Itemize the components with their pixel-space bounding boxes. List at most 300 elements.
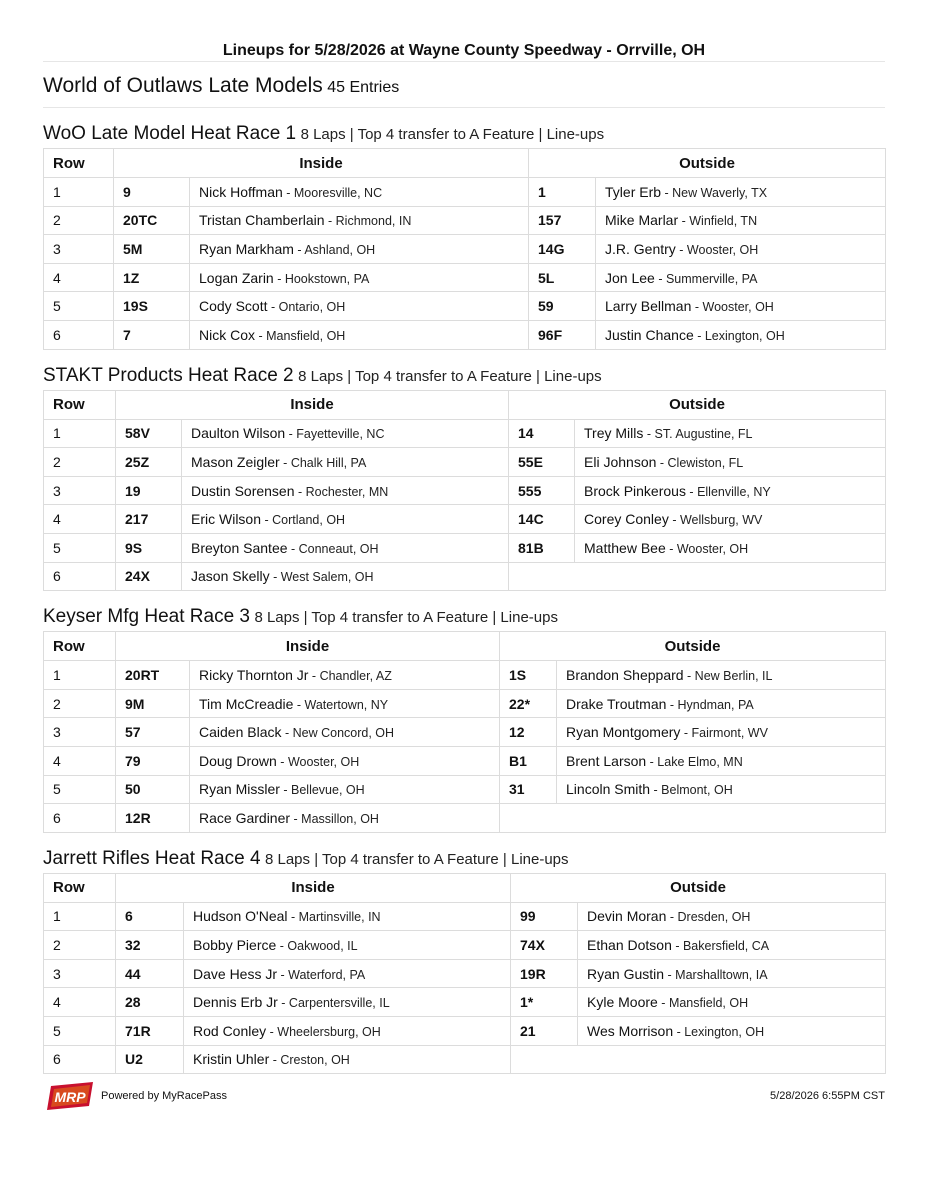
driver-name[interactable]: Brock Pinkerous: [584, 482, 686, 499]
driver-hometown: Bellevue, OH: [291, 783, 365, 798]
hometown-separator: -: [673, 1024, 685, 1039]
in-car-number: 58V: [116, 419, 182, 448]
in-driver: [184, 931, 511, 960]
hometown-separator: -: [267, 300, 279, 315]
out-driver: [596, 263, 886, 292]
out-car-number: 55E: [509, 448, 575, 477]
out-car-number: B1: [500, 746, 557, 775]
row-number: 2: [44, 206, 114, 235]
table-row: [44, 689, 886, 718]
driver-hometown: Chalk Hill, PA: [290, 455, 367, 470]
in-car-number: 9: [114, 178, 190, 207]
row-number: 4: [44, 988, 116, 1017]
in-driver: [182, 562, 509, 591]
lineup-table: [43, 390, 886, 592]
table-row: [44, 902, 886, 931]
hometown-separator: -: [668, 513, 680, 528]
hometown-separator: -: [269, 1053, 281, 1068]
table-row: [44, 562, 886, 591]
driver-name[interactable]: Brent Larson: [566, 752, 647, 769]
hometown-separator: -: [678, 214, 690, 229]
out-car-number: 14: [509, 419, 575, 448]
driver-hometown: Ontario, OH: [278, 300, 346, 315]
lineup-page: [43, 0, 885, 1074]
row-number: 1: [44, 178, 114, 207]
series-name: World of Outlaws Late Models: [43, 74, 323, 97]
myracepass-logo[interactable]: [45, 1082, 95, 1110]
driver-hometown: Martinsville, IN: [298, 910, 381, 925]
hometown-separator: -: [643, 427, 655, 442]
driver-hometown: Fairmont, WV: [691, 726, 768, 741]
hometown-separator: -: [654, 271, 666, 286]
in-driver: [190, 689, 500, 718]
hometown-separator: -: [691, 300, 703, 315]
in-driver: [184, 1017, 511, 1046]
out-car-number: 21: [511, 1017, 578, 1046]
in-driver: [182, 476, 509, 505]
driver-hometown: Fayetteville, NC: [296, 427, 385, 442]
out-car-number: 1S: [500, 661, 557, 690]
in-car-number: U2: [116, 1045, 184, 1074]
driver-name[interactable]: Ryan Markham: [199, 240, 294, 257]
driver-name[interactable]: Dave Hess Jr: [193, 965, 278, 982]
in-driver: [190, 320, 529, 349]
hometown-separator: -: [276, 939, 288, 954]
hometown-separator: -: [666, 697, 678, 712]
driver-hometown: Oakwood, IL: [287, 939, 358, 954]
driver-name[interactable]: Ethan Dotson: [587, 937, 672, 954]
table-row: [44, 804, 886, 833]
hometown-separator: -: [281, 726, 293, 741]
driver-name[interactable]: Kristin Uhler: [193, 1051, 270, 1068]
hometown-separator: -: [287, 910, 299, 925]
driver-name[interactable]: Ryan Missler: [199, 781, 280, 798]
out-driver: [596, 320, 886, 349]
column-header-inside: Inside: [116, 873, 511, 902]
in-driver: [190, 206, 529, 235]
lineup-table: [43, 631, 886, 833]
hometown-separator: -: [657, 996, 669, 1011]
driver-hometown: Mansfield, OH: [266, 328, 346, 343]
table-row: [44, 1017, 886, 1046]
driver-hometown: Mooresville, NC: [293, 185, 383, 200]
out-car-number: 96F: [529, 320, 596, 349]
driver-hometown: ST. Augustine, FL: [654, 427, 753, 442]
in-driver: [182, 533, 509, 562]
in-car-number: 12R: [116, 804, 190, 833]
out-car-number: 14C: [509, 505, 575, 534]
table-row: [44, 746, 886, 775]
driver-name[interactable]: Trey Mills: [584, 425, 644, 442]
table-row: [44, 988, 886, 1017]
driver-hometown: Richmond, IN: [335, 214, 412, 229]
row-number: 2: [44, 931, 116, 960]
driver-name[interactable]: Brandon Sheppard: [566, 666, 684, 683]
driver-name[interactable]: Ricky Thornton Jr: [199, 666, 309, 683]
hometown-separator: -: [675, 242, 687, 257]
heat-info: 8 Laps | Top 4 transfer to A Feature | Line-ups: [264, 850, 569, 868]
out-driver: [578, 988, 886, 1017]
row-number: 1: [44, 661, 116, 690]
hometown-separator: -: [665, 541, 677, 556]
driver-hometown: Wooster, OH: [287, 754, 360, 769]
hometown-separator: -: [293, 242, 305, 257]
in-car-number: 24X: [116, 562, 182, 591]
table-row: [44, 661, 886, 690]
column-header-outside: Outside: [509, 390, 886, 419]
driver-hometown: Wooster, OH: [676, 541, 749, 556]
heat-race-3: [43, 591, 885, 833]
in-car-number: 6: [116, 902, 184, 931]
row-number: 1: [44, 419, 116, 448]
heat-name: Jarrett Rifles Heat Race 4: [43, 847, 261, 869]
hometown-separator: -: [685, 484, 698, 499]
in-car-number: 25Z: [116, 448, 182, 477]
driver-hometown: Summerville, PA: [665, 271, 758, 286]
in-driver: [190, 746, 500, 775]
row-number: 3: [44, 235, 114, 264]
in-driver: [184, 902, 511, 931]
in-driver: [190, 263, 529, 292]
series-title: [43, 62, 885, 108]
table-row: [44, 505, 886, 534]
column-header-outside: Outside: [500, 632, 886, 661]
driver-name[interactable]: Ryan Montgomery: [566, 724, 681, 741]
powered-by-link[interactable]: Powered by MyRacePass: [101, 1090, 227, 1102]
driver-name[interactable]: Nick Hoffman: [199, 183, 283, 200]
hometown-separator: -: [680, 726, 692, 741]
driver-name[interactable]: Larry Bellman: [605, 298, 692, 315]
in-car-number: 7: [114, 320, 190, 349]
heat-title: [43, 591, 885, 631]
driver-hometown: Belmont, OH: [661, 783, 733, 798]
driver-hometown: Mansfield, OH: [668, 996, 749, 1011]
row-number: 4: [44, 746, 116, 775]
in-driver: [190, 235, 529, 264]
out-driver: [578, 959, 886, 988]
out-car-number: 555: [509, 476, 575, 505]
driver-name[interactable]: Kyle Moore: [587, 994, 658, 1011]
out-car-number: 1: [529, 178, 596, 207]
out-empty-slot: [500, 804, 886, 833]
table-header: [44, 632, 886, 661]
in-driver: [190, 718, 500, 747]
hometown-separator: -: [671, 939, 683, 954]
hometown-separator: -: [273, 271, 285, 286]
driver-hometown: Watertown, NY: [304, 697, 389, 712]
out-car-number: 5L: [529, 263, 596, 292]
driver-hometown: Marshalltown, IA: [675, 967, 768, 982]
driver-hometown: Bakersfield, CA: [682, 939, 770, 954]
column-header-row: Row: [44, 390, 116, 419]
column-header-outside: Outside: [529, 149, 886, 178]
heat-info: 8 Laps | Top 4 transfer to A Feature | Line-ups: [300, 126, 605, 143]
heat-name: Keyser Mfg Heat Race 3: [43, 606, 250, 628]
table-row: [44, 206, 886, 235]
hometown-separator: -: [277, 996, 289, 1011]
driver-hometown: Wooster, OH: [686, 242, 759, 257]
heat-name: WoO Late Model Heat Race 1: [43, 123, 297, 144]
hometown-separator: -: [308, 668, 320, 683]
driver-name[interactable]: Logan Zarin: [199, 269, 274, 286]
hometown-separator: -: [277, 967, 289, 982]
in-car-number: 32: [116, 931, 184, 960]
heat-info: 8 Laps | Top 4 transfer to A Feature | Line-ups: [254, 609, 558, 627]
row-number: 1: [44, 902, 116, 931]
hometown-separator: -: [664, 967, 676, 982]
driver-name[interactable]: Mike Marlar: [605, 212, 679, 229]
in-car-number: 5M: [114, 235, 190, 264]
driver-name[interactable]: Ryan Gustin: [587, 965, 665, 982]
driver-name[interactable]: Race Gardiner: [199, 809, 291, 826]
hometown-separator: -: [293, 697, 305, 712]
table-row: [44, 178, 886, 207]
out-driver: [578, 902, 886, 931]
row-number: 3: [44, 718, 116, 747]
heat-list: [43, 108, 885, 1074]
out-car-number: 157: [529, 206, 596, 235]
out-empty-slot: [511, 1045, 886, 1074]
driver-hometown: Wellsburg, WV: [679, 513, 763, 528]
driver-hometown: West Salem, OH: [280, 570, 374, 585]
driver-name[interactable]: Mason Zeigler: [191, 453, 280, 470]
row-number: 5: [44, 775, 116, 804]
out-driver: [557, 689, 886, 718]
table-row: [44, 263, 886, 292]
column-header-inside: Inside: [116, 390, 509, 419]
driver-hometown: New Berlin, IL: [694, 668, 773, 683]
out-car-number: 81B: [509, 533, 575, 562]
out-car-number: 74X: [511, 931, 578, 960]
heat-name: STAKT Products Heat Race 2: [43, 364, 294, 386]
out-driver: [557, 775, 886, 804]
driver-name[interactable]: Lincoln Smith: [566, 781, 651, 798]
hometown-separator: -: [661, 185, 673, 200]
table-row: [44, 775, 886, 804]
in-car-number: 1Z: [114, 263, 190, 292]
hometown-separator: -: [269, 570, 281, 585]
out-driver: [596, 206, 886, 235]
row-number: 6: [44, 804, 116, 833]
driver-name[interactable]: Wes Morrison: [587, 1022, 674, 1039]
driver-name[interactable]: Caiden Black: [199, 724, 282, 741]
row-number: 6: [44, 1045, 116, 1074]
driver-name[interactable]: Dennis Erb Jr: [193, 994, 278, 1011]
hometown-separator: -: [266, 1024, 278, 1039]
table-row: [44, 931, 886, 960]
footer: [43, 1082, 885, 1112]
table-row: [44, 533, 886, 562]
table-row: [44, 292, 886, 321]
driver-hometown: Cortland, OH: [272, 513, 346, 528]
driver-name[interactable]: Tim McCreadie: [199, 695, 294, 712]
in-car-number: 79: [116, 746, 190, 775]
column-header-row: Row: [44, 632, 116, 661]
in-driver: [182, 419, 509, 448]
table-row: [44, 476, 886, 505]
driver-name[interactable]: Hudson O'Neal: [193, 908, 288, 925]
driver-hometown: Waterford, PA: [288, 967, 366, 982]
heat-race-2: [43, 350, 885, 592]
hometown-separator: -: [279, 783, 292, 798]
row-number: 5: [44, 292, 114, 321]
driver-name[interactable]: Cody Scott: [199, 298, 268, 315]
driver-name[interactable]: Drake Troutman: [566, 695, 667, 712]
driver-name[interactable]: Doug Drown: [199, 752, 277, 769]
heat-title: [43, 108, 885, 148]
out-car-number: 12: [500, 718, 557, 747]
in-driver: [182, 448, 509, 477]
driver-hometown: Wooster, OH: [702, 300, 774, 315]
in-car-number: 20TC: [114, 206, 190, 235]
row-number: 6: [44, 562, 116, 591]
out-car-number: 19R: [511, 959, 578, 988]
hometown-separator: -: [279, 455, 291, 470]
driver-hometown: Dresden, OH: [677, 910, 751, 925]
in-car-number: 9S: [116, 533, 182, 562]
in-car-number: 20RT: [116, 661, 190, 690]
in-car-number: 19: [116, 476, 182, 505]
column-header-inside: Inside: [116, 632, 500, 661]
driver-hometown: Lake Elmo, MN: [657, 754, 743, 769]
table-row: [44, 1045, 886, 1074]
table-header: [44, 390, 886, 419]
hometown-separator: -: [255, 328, 267, 343]
heat-race-1: [43, 108, 885, 350]
hometown-separator: -: [656, 455, 668, 470]
row-number: 5: [44, 1017, 116, 1046]
driver-hometown: Ashland, OH: [304, 242, 376, 257]
column-header-row: Row: [44, 873, 116, 902]
in-car-number: 9M: [116, 689, 190, 718]
out-driver: [557, 661, 886, 690]
driver-name[interactable]: Dustin Sorensen: [191, 482, 295, 499]
driver-hometown: Rochester, MN: [305, 484, 389, 499]
in-car-number: 57: [116, 718, 190, 747]
driver-name[interactable]: Breyton Santee: [191, 539, 288, 556]
driver-name[interactable]: Corey Conley: [584, 511, 669, 528]
out-driver: [557, 746, 886, 775]
in-car-number: 50: [116, 775, 190, 804]
row-number: 3: [44, 476, 116, 505]
in-car-number: 44: [116, 959, 184, 988]
hometown-separator: -: [646, 754, 658, 769]
in-driver: [190, 292, 529, 321]
driver-name[interactable]: Justin Chance: [605, 326, 694, 343]
out-driver: [578, 1017, 886, 1046]
hometown-separator: -: [276, 754, 288, 769]
in-driver: [182, 505, 509, 534]
in-driver: [190, 804, 500, 833]
driver-hometown: Creston, OH: [280, 1053, 350, 1068]
series-entry-count: 45 Entries: [327, 79, 400, 96]
hometown-separator: -: [683, 668, 695, 683]
in-driver: [190, 178, 529, 207]
driver-name[interactable]: Jon Lee: [605, 269, 655, 286]
in-driver: [184, 959, 511, 988]
out-driver: [596, 292, 886, 321]
driver-name[interactable]: Jason Skelly: [191, 568, 270, 585]
in-car-number: 19S: [114, 292, 190, 321]
driver-name[interactable]: Nick Cox: [199, 326, 256, 343]
column-header-row: Row: [44, 149, 114, 178]
row-number: 3: [44, 959, 116, 988]
row-number: 2: [44, 448, 116, 477]
out-driver: [596, 178, 886, 207]
row-number: 4: [44, 505, 116, 534]
report-timestamp: 5/28/2026 6:55PM CST: [770, 1090, 885, 1102]
lineup-table: [43, 873, 886, 1075]
out-empty-slot: [509, 562, 886, 591]
in-driver: [184, 1045, 511, 1074]
out-car-number: 1*: [511, 988, 578, 1017]
page-title: Lineups for 5/28/2026 at Wayne County Speedway - Orrville, OH: [43, 0, 885, 62]
driver-name[interactable]: Rod Conley: [193, 1022, 267, 1039]
driver-name[interactable]: Bobby Pierce: [193, 937, 277, 954]
driver-name[interactable]: Devin Moran: [587, 908, 667, 925]
out-driver: [596, 235, 886, 264]
driver-hometown: Hyndman, PA: [677, 697, 754, 712]
out-car-number: 14G: [529, 235, 596, 264]
driver-hometown: Winfield, TN: [689, 214, 758, 229]
hometown-separator: -: [294, 484, 306, 499]
driver-name[interactable]: Eli Johnson: [584, 453, 657, 470]
table-row: [44, 235, 886, 264]
out-car-number: 99: [511, 902, 578, 931]
driver-name[interactable]: Matthew Bee: [584, 539, 666, 556]
driver-name[interactable]: Tyler Erb: [605, 183, 662, 200]
driver-hometown: Massillon, OH: [301, 811, 379, 826]
hometown-separator: -: [285, 427, 297, 442]
in-driver: [190, 775, 500, 804]
out-driver: [578, 931, 886, 960]
driver-hometown: Hookstown, PA: [284, 271, 370, 286]
driver-name[interactable]: Daulton Wilson: [191, 425, 286, 442]
in-driver: [184, 988, 511, 1017]
in-car-number: 71R: [116, 1017, 184, 1046]
table-row: [44, 448, 886, 477]
hometown-separator: -: [650, 783, 662, 798]
driver-hometown: Conneaut, OH: [298, 541, 379, 556]
hometown-separator: -: [324, 214, 336, 229]
table-row: [44, 959, 886, 988]
driver-hometown: Wheelersburg, OH: [277, 1024, 381, 1039]
row-number: 5: [44, 533, 116, 562]
driver-name[interactable]: Tristan Chamberlain: [199, 212, 325, 229]
heat-info: 8 Laps | Top 4 transfer to A Feature | Line-ups: [298, 367, 602, 385]
hometown-separator: -: [666, 910, 678, 925]
table-row: [44, 718, 886, 747]
in-car-number: 217: [116, 505, 182, 534]
driver-name[interactable]: J.R. Gentry: [605, 240, 676, 257]
out-driver: [575, 448, 886, 477]
lineup-table: [43, 148, 886, 350]
logo-text: MRP: [54, 1089, 86, 1105]
out-car-number: 59: [529, 292, 596, 321]
driver-hometown: Lexington, OH: [684, 1024, 765, 1039]
heat-race-4: [43, 833, 885, 1075]
driver-hometown: Lexington, OH: [704, 328, 785, 343]
driver-name[interactable]: Eric Wilson: [191, 511, 262, 528]
row-number: 4: [44, 263, 114, 292]
driver-hometown: Clewiston, FL: [667, 455, 744, 470]
out-driver: [575, 476, 886, 505]
out-driver: [575, 419, 886, 448]
hometown-separator: -: [282, 185, 294, 200]
in-car-number: 28: [116, 988, 184, 1017]
driver-hometown: New Waverly, TX: [672, 185, 768, 200]
out-driver: [575, 533, 886, 562]
